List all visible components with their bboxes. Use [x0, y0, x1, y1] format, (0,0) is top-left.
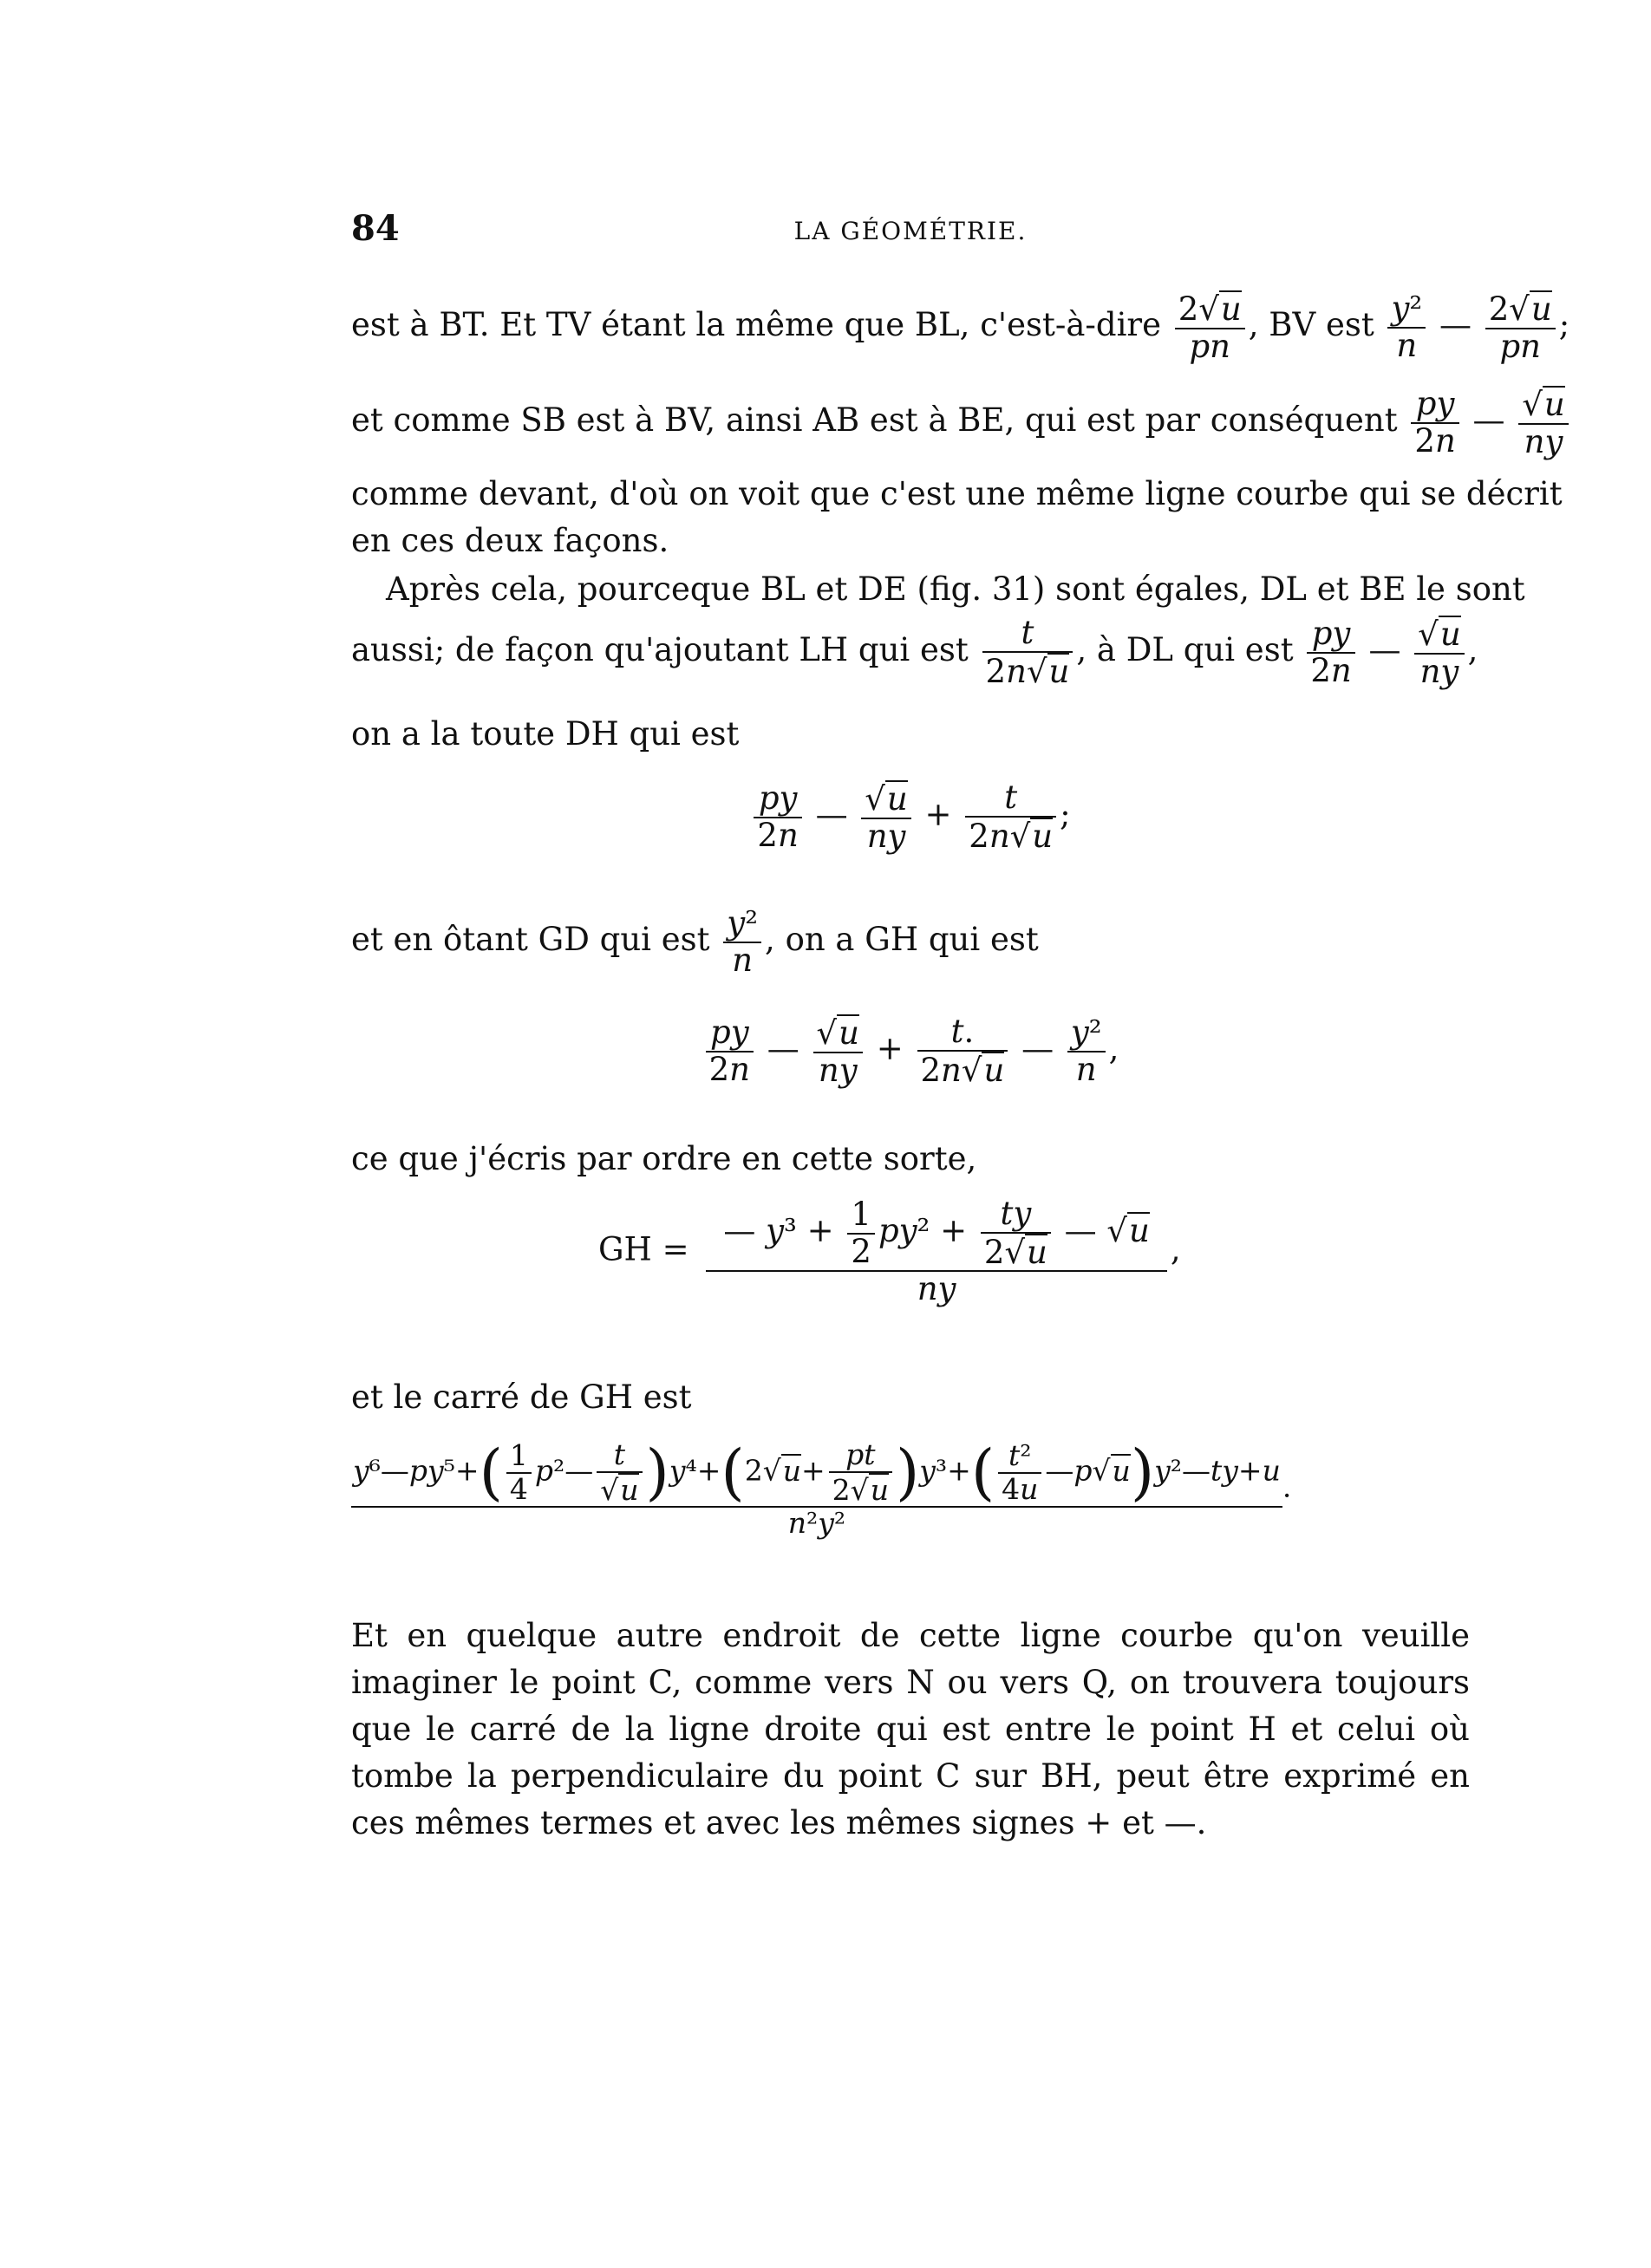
- equation-gh-squared: y⁶—py⁵+( $\frac{1}{4}$ p²— $\frac{t}{√u}$ )y⁴+(2√u+ $\frac{pt}{2√u}$ )y³+( $\frac{\text{t²}}{4u}$ —p√u)y²—ty+u n²y² .: [353, 1437, 1292, 1540]
- text-line-8: et en ôtant GD qui est $\frac{\text{y²}}{n}$ , on a GH qui est: [351, 904, 1039, 979]
- text-line-6: aussi; de façon qu'ajoutant LH qui est $\frac{t}{2n√u}$ , à DL qui est $\frac{py}{2n}$ — $\frac{√u}{ny}$ ,: [351, 614, 1478, 690]
- text-line-5: Après cela, pourceque BL et DE (fig. 31) sont égales, DL et BE le sont: [386, 570, 1525, 608]
- text-line-3: comme devant, d'où on voit que c'est une même ligne courbe qui se décrit: [351, 475, 1563, 512]
- closing-paragraph: Et en quelque autre endroit de cette ligne courbe qu'on veuille imaginer le point C, comme vers N ou vers Q, on trouvera toujours que le carré de la ligne droite qui est entre le point H et celui où tombe la perpendiculaire du point C sur BH, peut être exprimé en ces mêmes termes et avec les mêmes signes + et —.: [351, 1617, 1470, 1841]
- text-line-1: est à BT. Et TV étant la même que BL, c'est-à-dire $\frac{2√u}{pn}$ , BV est $\frac{\text{y²}}{n}$ — $\frac{2√u}{pn}$ ;: [351, 290, 1570, 365]
- text-line-7: on a la toute DH qui est: [351, 715, 740, 753]
- running-title: LA GÉOMÉTRIE.: [793, 217, 1028, 245]
- text-line-10: et le carré de GH est: [351, 1378, 692, 1416]
- text-line-9: ce que j'écris par ordre en cette sorte,: [351, 1140, 977, 1177]
- equation-gh: $\frac{py}{2n}$ — $\frac{√u}{ny}$ + $\frac{t.}{2n√u}$ — $\frac{\text{y²}}{n}$ ,: [351, 1014, 1470, 1088]
- equation-dh: $\frac{py}{2n}$ — $\frac{√u}{ny}$ + $\frac{t}{2n√u}$ ;: [351, 780, 1470, 854]
- text-line-2: et comme SB est à BV, ainsi AB est à BE, qui est par conséquent $\frac{py}{2n}$ — $\frac{√u}{ny}$: [351, 386, 1470, 459]
- fraction-2sqrtu-pn: $\frac{2√u}{pn}$: [1175, 290, 1245, 364]
- equation-gh-ordered: GH = — y³ + $\frac{1}{2}$ py² + $\frac{ty}{2√u}$ — √u ny ,: [598, 1195, 1181, 1308]
- page-number: 84: [351, 208, 400, 249]
- page-header: [351, 208, 1470, 260]
- text-line-4: en ces deux façons.: [351, 522, 669, 559]
